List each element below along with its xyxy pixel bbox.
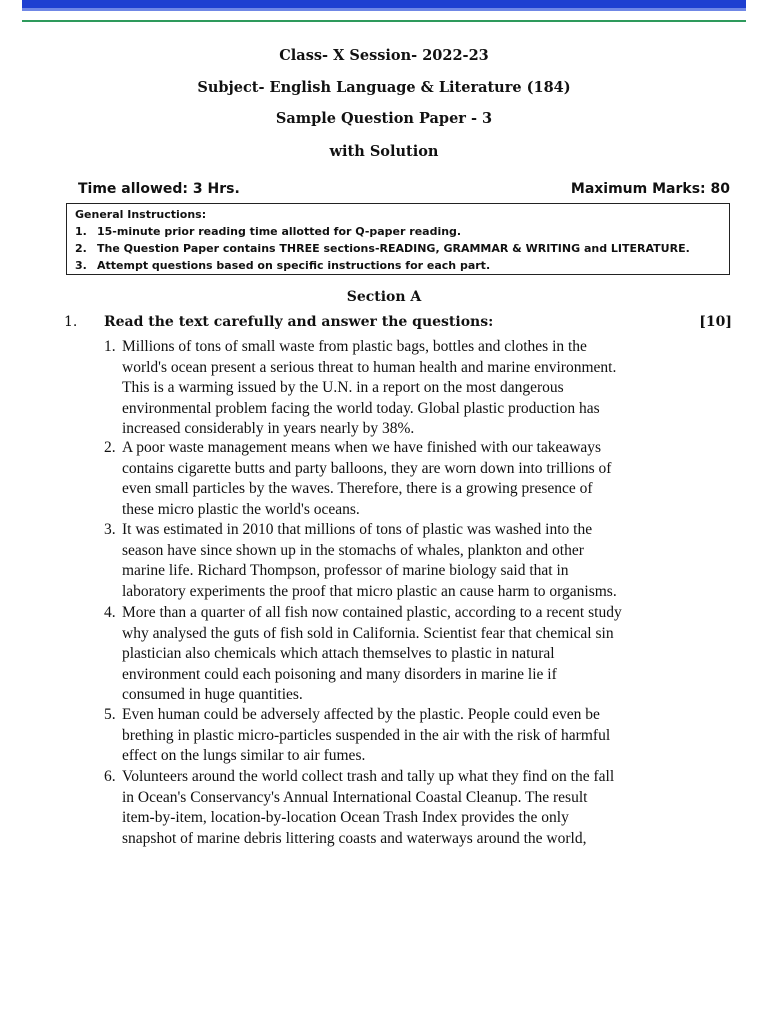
paragraph-line: More than a quarter of all fish now contained plastic, according to a recent study — [122, 604, 622, 621]
question-number: 1. — [64, 314, 78, 330]
paragraph-line: world's ocean present a serious threat to human health and marine environment. — [122, 358, 617, 376]
subject-heading: Subject- English Language & Literature (184) — [197, 79, 571, 96]
paragraph-line: increased considerably in years nearly by 38%. — [122, 420, 415, 437]
paragraph-line: contains cigarette butts and party balloons, they are worn down into trillions of — [122, 459, 612, 477]
passage-paragraph — [104, 705, 744, 767]
paragraph-line: marine life. Richard Thompson, professor of marine biology said that in — [122, 562, 569, 579]
paragraph-line: consumed in huge quantities. — [122, 686, 303, 703]
paragraph-line: why analysed the guts of fish sold in California. Scientist fear that chemical sin — [122, 624, 614, 642]
section-title: Section A — [346, 289, 422, 305]
paragraph-text — [122, 520, 744, 602]
paragraph-text — [122, 767, 744, 849]
passage-paragraph — [104, 438, 744, 520]
paragraph-number: 3. — [104, 521, 116, 538]
paragraph-number: 5. — [104, 706, 116, 723]
passage-paragraph — [104, 337, 744, 440]
paragraph-line: A poor waste management means when we have finished with our takeaways — [122, 439, 602, 456]
paragraph-line: item-by-item, location-by-location Ocean Trash Index provides the only — [122, 809, 569, 826]
instruction-number: 1. — [75, 225, 87, 238]
paragraph-line: Volunteers around the world collect trash and tally up what they find on the fall — [122, 768, 615, 785]
instruction-item — [75, 259, 490, 272]
paragraph-line: brething in plastic micro-particles suspended in the air with the risk of harmful — [122, 726, 611, 744]
paragraph-line: in Ocean's Conservancy's Annual International Coastal Cleanup. The result — [122, 788, 588, 806]
paragraph-number: 6. — [104, 768, 116, 785]
instruction-number: 2. — [75, 242, 87, 255]
paragraph-number: 4. — [104, 604, 116, 621]
paragraph-number: 1. — [104, 338, 116, 355]
paragraph-text — [122, 438, 744, 520]
paragraph-text — [122, 705, 744, 767]
paragraph-line: even small particles by the waves. Therefore, there is a growing presence of — [122, 480, 593, 497]
top-blue-band-shadow — [22, 8, 746, 11]
paragraph-text — [122, 603, 744, 706]
instruction-text: 15-minute prior reading time allotted for Q-paper reading. — [97, 225, 462, 238]
paragraph-line: Even human could be adversely affected by the plastic. People could even be — [122, 706, 600, 723]
instruction-item — [75, 242, 690, 255]
paragraph-line: plastician also chemicals which attach themselves to plastic in natural — [122, 645, 555, 662]
passage-paragraph — [104, 520, 744, 602]
paragraph-line: season have since shown up in the stomachs of whales, plankton and other — [122, 541, 584, 559]
paragraph-line: these micro plastic the world's oceans. — [122, 500, 360, 518]
maximum-marks: Maximum Marks: 80 — [570, 181, 730, 197]
instruction-number: 3. — [75, 259, 87, 272]
green-rule — [22, 20, 746, 22]
passage-paragraph — [104, 767, 744, 849]
instruction-text: Attempt questions based on specific instructions for each part. — [97, 259, 491, 272]
paragraph-line: snapshot of marine debris littering coasts and waterways around the world, — [122, 829, 587, 847]
passage-paragraph — [104, 603, 744, 706]
paragraph-line: This is a warming issued by the U.N. in a report on the most dangerous — [122, 379, 564, 396]
time-allowed: Time allowed: 3 Hrs. — [78, 181, 240, 197]
paragraph-line: It was estimated in 2010 that millions of tons of plastic was washed into the — [122, 521, 593, 538]
instruction-text: The Question Paper contains THREE sections-READING, GRAMMAR & WRITING and LITERATURE. — [97, 242, 690, 255]
question-marks: [10] — [699, 314, 732, 330]
paragraph-line: Millions of tons of small waste from plastic bags, bottles and clothes in the — [122, 338, 587, 355]
instruction-item — [75, 225, 461, 238]
paragraph-number: 2. — [104, 439, 116, 456]
question-heading: Read the text carefully and answer the questions: — [104, 314, 494, 330]
general-instructions-title: General Instructions: — [75, 208, 207, 221]
solution-heading: with Solution — [329, 143, 439, 160]
paragraph-line: environmental problem facing the world today. Global plastic production has — [122, 399, 600, 417]
top-blue-band — [22, 0, 746, 8]
paragraph-text — [122, 337, 744, 440]
paragraph-line: effect on the lungs similar to air fumes. — [122, 747, 366, 764]
class-session-heading: Class- X Session- 2022-23 — [279, 47, 489, 64]
paragraph-line: laboratory experiments the proof that micro plastic an cause harm to organisms. — [122, 582, 617, 600]
paper-heading: Sample Question Paper - 3 — [275, 110, 493, 127]
general-instructions-box — [66, 203, 730, 275]
paragraph-line: environment could each poisoning and many disorders in marine lie if — [122, 665, 557, 683]
